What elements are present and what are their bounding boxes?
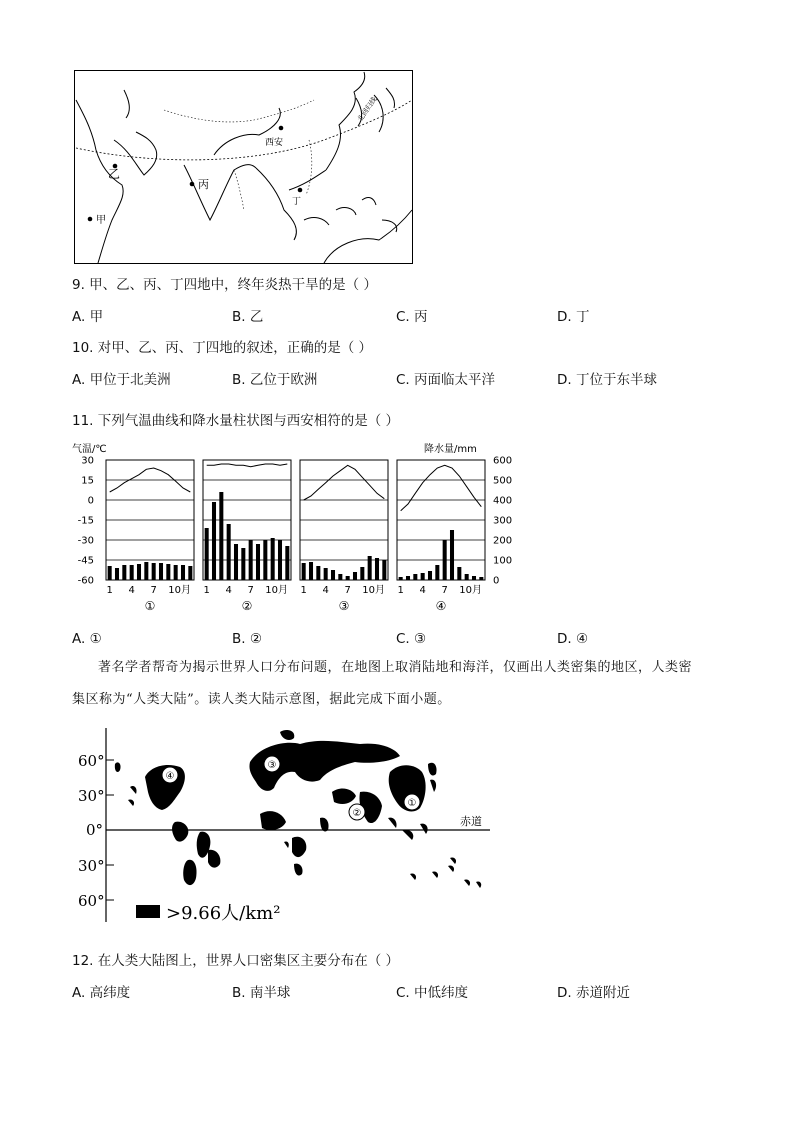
precip-bar bbox=[130, 565, 134, 580]
precip-bar bbox=[368, 556, 372, 580]
panel-id: ③ bbox=[338, 599, 350, 613]
precip-bar bbox=[278, 540, 282, 580]
legend-label: >9.66人/km² bbox=[166, 903, 281, 924]
precip-bar bbox=[285, 546, 289, 580]
precip-tick-label: 400 bbox=[493, 495, 513, 507]
precip-bar bbox=[302, 563, 306, 580]
q9-option-d[interactable]: D. 丁 bbox=[557, 309, 590, 325]
marker-4: ④ bbox=[165, 771, 175, 782]
q9-option-b[interactable]: B. 乙 bbox=[232, 309, 264, 325]
jia-label: 甲 bbox=[96, 215, 106, 226]
precip-bar bbox=[144, 562, 148, 580]
marker-2: ② bbox=[352, 808, 362, 819]
temp-tick-label: -15 bbox=[77, 515, 94, 527]
precip-bar bbox=[346, 576, 350, 580]
precip-bar bbox=[428, 571, 432, 580]
bing-dot bbox=[190, 182, 195, 187]
q10-option-c[interactable]: C. 丙面临太平洋 bbox=[396, 372, 496, 388]
month-tick-label: 4 bbox=[225, 585, 232, 596]
precip-bar bbox=[249, 540, 253, 580]
precip-bar bbox=[399, 577, 403, 580]
precip-bar bbox=[205, 528, 209, 580]
q10-option-d[interactable]: D. 丁位于东半球 bbox=[557, 372, 657, 388]
climate-panel bbox=[106, 460, 194, 613]
panel-id: ① bbox=[144, 599, 156, 613]
q11-option-a[interactable]: A. ① bbox=[72, 631, 102, 647]
precip-bar bbox=[166, 564, 170, 580]
q10-option-a[interactable]: A. 甲位于北美洲 bbox=[72, 372, 171, 388]
bing-label: 丙 bbox=[198, 178, 209, 191]
precip-bar bbox=[353, 572, 357, 580]
precip-bar bbox=[219, 492, 223, 580]
q11-option-d[interactable]: D. ④ bbox=[557, 631, 589, 647]
month-tick-label: 10月 bbox=[459, 585, 483, 596]
precip-bar bbox=[450, 530, 454, 580]
month-tick-label: 7 bbox=[247, 585, 254, 596]
q10-stem: 10. 对甲、乙、丙、丁四地的叙述，正确的是（ ） bbox=[72, 340, 373, 356]
temp-tick-label: -60 bbox=[77, 575, 94, 587]
precip-bar bbox=[212, 502, 216, 580]
precip-bar bbox=[406, 576, 410, 580]
lat-label-30s: 30° bbox=[78, 857, 105, 875]
month-tick-label: 1 bbox=[203, 585, 210, 596]
precip-bar bbox=[263, 540, 267, 580]
precip-bar bbox=[174, 565, 178, 580]
q12-option-d[interactable]: D. 赤道附近 bbox=[557, 985, 630, 1001]
precip-bar bbox=[108, 566, 112, 580]
precip-bar bbox=[457, 567, 461, 580]
precip-bar bbox=[382, 560, 386, 580]
precip-bar bbox=[472, 576, 476, 580]
marker-3: ③ bbox=[267, 760, 277, 771]
precip-bar bbox=[331, 570, 335, 580]
lat-label-60n: 60° bbox=[78, 752, 105, 770]
month-tick-label: 1 bbox=[106, 585, 113, 596]
precip-bar bbox=[465, 574, 469, 580]
tropic-label: 北回归线 bbox=[356, 95, 379, 124]
lat-label-60s: 60° bbox=[78, 892, 105, 910]
precip-bar bbox=[181, 565, 185, 580]
ding-dot bbox=[298, 188, 303, 193]
q9-option-a[interactable]: A. 甲 bbox=[72, 309, 104, 325]
precip-bar bbox=[271, 538, 275, 580]
precip-tick-label: 300 bbox=[493, 515, 513, 527]
temp-tick-label: 30 bbox=[81, 455, 94, 467]
q12-option-a[interactable]: A. 高纬度 bbox=[72, 985, 131, 1001]
panel-id: ② bbox=[241, 599, 253, 613]
precip-bar bbox=[241, 548, 245, 580]
month-tick-label: 7 bbox=[344, 585, 351, 596]
marker-1: ① bbox=[407, 798, 417, 809]
month-tick-label: 10月 bbox=[362, 585, 386, 596]
temp-tick-label: -30 bbox=[77, 535, 94, 547]
temp-axis-label: 气温/℃ bbox=[72, 444, 107, 455]
human-continent-map bbox=[70, 722, 500, 932]
precip-bar bbox=[421, 573, 425, 580]
month-tick-label: 7 bbox=[150, 585, 157, 596]
equator-label: 赤道 bbox=[460, 815, 482, 828]
q11-stem: 11. 下列气温曲线和降水量柱状图与西安相符的是（ ） bbox=[72, 413, 400, 429]
temp-tick-label: 15 bbox=[81, 475, 94, 487]
q11-option-c[interactable]: C. ③ bbox=[396, 631, 427, 647]
precip-bar bbox=[188, 566, 192, 580]
q9-stem: 9. 甲、乙、丙、丁四地中，终年炎热干旱的是（ ） bbox=[72, 277, 377, 293]
temp-tick-label: 0 bbox=[87, 495, 94, 507]
precip-tick-label: 100 bbox=[493, 555, 513, 567]
precip-bar bbox=[159, 563, 163, 580]
precip-tick-label: 600 bbox=[493, 455, 513, 467]
precip-bar bbox=[360, 567, 364, 580]
precip-bar bbox=[256, 544, 260, 580]
month-tick-label: 1 bbox=[300, 585, 307, 596]
precip-bar bbox=[234, 544, 238, 580]
precip-bar bbox=[413, 574, 417, 580]
panel-id: ④ bbox=[435, 599, 447, 613]
precip-tick-label: 500 bbox=[493, 475, 513, 487]
precip-bar bbox=[375, 558, 379, 580]
q12-stem: 12. 在人类大陆图上，世界人口密集区主要分布在（ ） bbox=[72, 953, 400, 969]
precip-axis-label: 降水量/mm bbox=[424, 444, 477, 455]
climate-panel bbox=[300, 460, 388, 613]
month-tick-label: 10月 bbox=[265, 585, 289, 596]
passage bbox=[72, 652, 722, 716]
precip-bar bbox=[443, 540, 447, 580]
precip-bar bbox=[324, 568, 328, 580]
lat-label-30n: 30° bbox=[78, 787, 105, 805]
climate-panel bbox=[397, 460, 485, 613]
ding-label: 丁 bbox=[292, 197, 302, 207]
yi-label: 乙 bbox=[108, 167, 121, 181]
q12-option-c[interactable]: C. 中低纬度 bbox=[396, 985, 469, 1001]
precip-bar bbox=[479, 577, 483, 580]
precip-bar bbox=[435, 565, 439, 580]
jia-dot bbox=[88, 217, 93, 222]
month-tick-label: 4 bbox=[419, 585, 426, 596]
precip-bar bbox=[152, 563, 156, 580]
month-tick-label: 7 bbox=[441, 585, 448, 596]
asia-map bbox=[74, 70, 414, 265]
climate-charts bbox=[68, 438, 513, 618]
month-tick-label: 4 bbox=[128, 585, 135, 596]
precip-bar bbox=[137, 564, 141, 580]
precip-bar bbox=[115, 568, 119, 580]
precip-tick-label: 200 bbox=[493, 535, 513, 547]
q9-option-c[interactable]: C. 丙 bbox=[396, 309, 428, 325]
q11-option-b[interactable]: B. ② bbox=[232, 631, 262, 647]
climate-panel bbox=[203, 460, 291, 613]
population-areas bbox=[115, 730, 481, 888]
precip-tick-label: 0 bbox=[493, 575, 500, 587]
precip-bar bbox=[309, 562, 313, 580]
month-tick-label: 1 bbox=[397, 585, 404, 596]
q10-option-b[interactable]: B. 乙位于欧洲 bbox=[232, 372, 318, 388]
temp-tick-label: -45 bbox=[77, 555, 94, 567]
legend-swatch bbox=[136, 905, 160, 918]
month-tick-label: 4 bbox=[322, 585, 329, 596]
passage-line-2: 集区称为“人类大陆”。读人类大陆示意图，据此完成下面小题。 bbox=[72, 692, 451, 707]
precip-bar bbox=[316, 566, 320, 580]
precip-bar bbox=[338, 574, 342, 580]
precip-bar bbox=[122, 565, 126, 580]
lat-label-0: 0° bbox=[86, 821, 104, 839]
xian-dot bbox=[279, 126, 284, 131]
q12-option-b[interactable]: B. 南半球 bbox=[232, 985, 291, 1001]
precip-bar bbox=[227, 524, 231, 580]
month-tick-label: 10月 bbox=[168, 585, 192, 596]
passage-line-1: 著名学者帮奇为揭示世界人口分布问题，在地图上取消陆地和海洋，仅画出人类密集的地区，人类密 bbox=[98, 660, 693, 675]
xian-label: 西安 bbox=[265, 138, 284, 148]
